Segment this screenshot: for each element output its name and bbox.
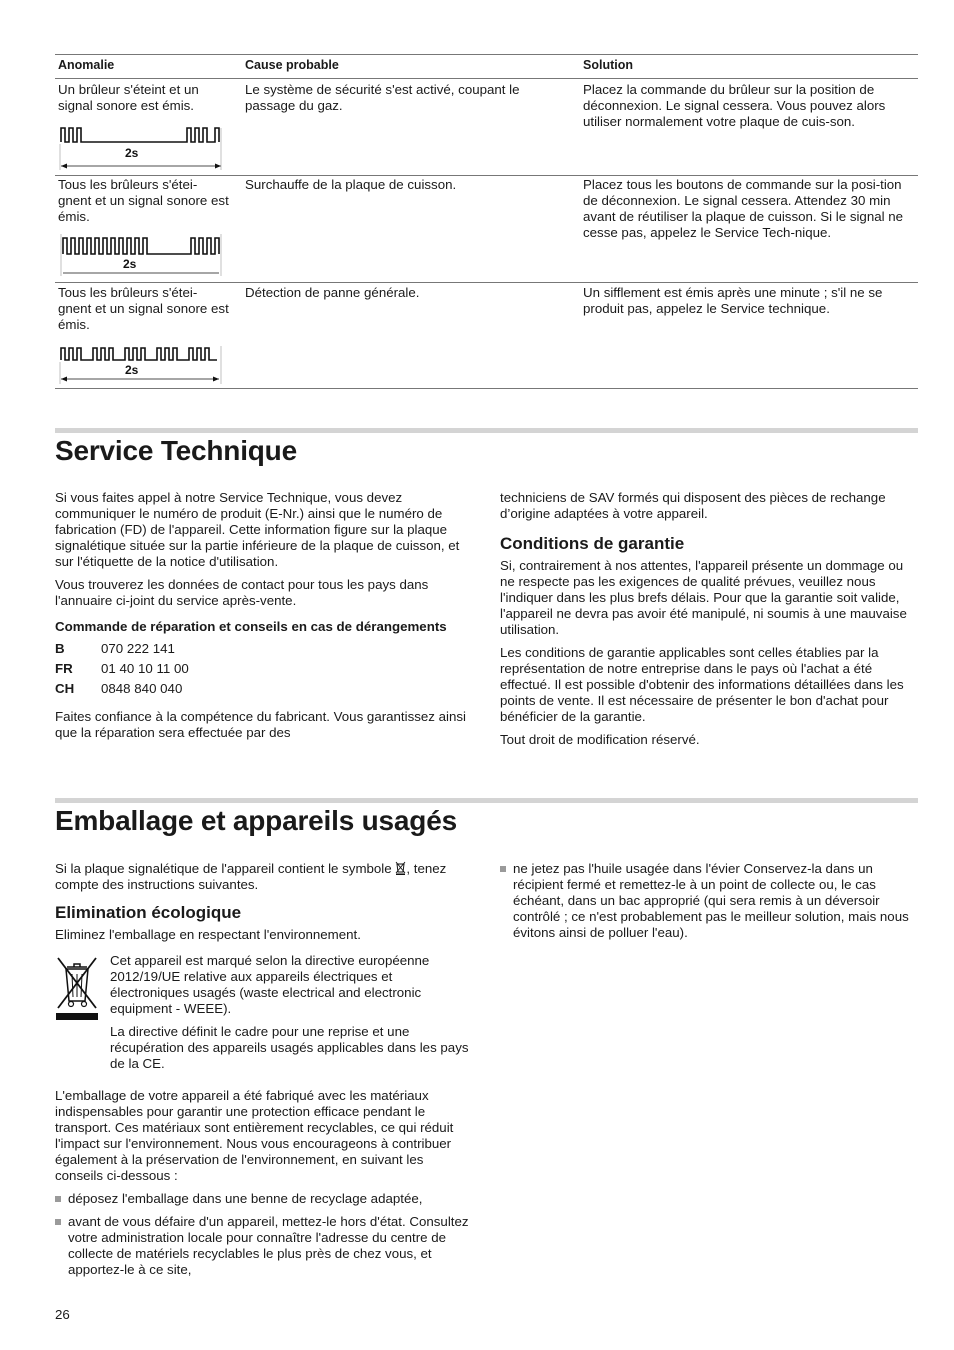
material-paragraph: L'emballage de votre appareil a été fabriqué avec les matériaux indispensables pour garantir une protection efficace pendant le transport. Ces matériaux sont entièrement recyclables, ce qui réduit l'impact sur l'environnement. Nous vous encourageons à contribuer également à la préservation de l'environnement, en suivant les conseils ci-dessous :: [55, 1088, 454, 1183]
service-left-column: [55, 490, 470, 748]
phone-country-code: FR: [55, 661, 73, 676]
table-row-2-solution: Placez tous les boutons de commande sur la posi-tion de déconnexion. Le signal cessera. Attendez 30 min avant de réutiliser la plaque de cuisson. Si le signal ne cesse pas, appelez le Service Tech-nique.: [583, 177, 904, 240]
phone-number: 01 40 10 11 00: [101, 661, 189, 676]
page-number: 26: [55, 1307, 70, 1322]
service-title: Service Technique: [55, 435, 297, 466]
table-header-rule: [55, 78, 918, 79]
signal-diagram-2: [59, 232, 229, 278]
table-row-3-anomaly: Tous les brûleurs s'étei-gnent et un signal sonore est émis.: [58, 285, 229, 332]
packaging-intro-end: , tenez compte des instructions suivantes.: [55, 861, 447, 892]
table-row-1-cause: Le système de sécurité s'est activé, coupant le passage du gaz.: [245, 82, 520, 113]
packaging-left-column: [55, 861, 473, 1285]
warranty-paragraph-2: Les conditions de garantie applicables sont celles établies par la représentation de notre entreprise dans le pays où l'achat a été effectué. Il est possible d'obtenir des informations détaillées dans les points de vente. Il est nécessaire de présenter le bon d'achat pour bénéficier de la garantie.: [500, 645, 904, 724]
phone-row-fr: [55, 659, 470, 679]
section-divider-service: [55, 428, 918, 433]
service-right-column: [500, 490, 918, 755]
service-paragraph-3-continued: techniciens de SAV formés qui disposent des pièces de rechange d’origine adaptées à votre appareil.: [500, 490, 886, 521]
signal-diagram-1: [59, 124, 229, 172]
packaging-intro: [55, 861, 473, 893]
signal-diagram-3: [59, 342, 229, 386]
list-item: [500, 861, 918, 941]
table-header-anomaly: Anomalie: [58, 58, 115, 72]
table-row-2-anomaly: Tous les brûleurs s'étei-gnent et un signal sonore est émis.: [58, 177, 229, 224]
list-item: [55, 1191, 473, 1207]
table-header-cause: Cause probable: [245, 58, 339, 72]
service-paragraph-1: Si vous faites appel à notre Service Technique, vous devez communiquer le numéro de produit (E-Nr.) ainsi que le numéro de fabrication (FD) de l'appareil. Cette information figure sur la plaque signalétique située sur la partie inférieure de la plaque de cuisson, et sur l'étiquette de la notice d'utilisation.: [55, 490, 460, 569]
bullet-square-icon: [55, 1219, 61, 1225]
table-row-3-cause: Détection de panne générale.: [245, 285, 420, 300]
weee-paragraph-1: Cet appareil est marqué selon la directive européenne 2012/19/UE relative aux appareils électriques et électroniques usagés (waste electrical and electronic equipment - WEEE).: [110, 953, 430, 1016]
weee-block: [55, 953, 473, 1072]
phone-number: 070 222 141: [101, 641, 175, 656]
list-item-text: ne jetez pas l'huile usagée dans l'évier Conservez-la dans un récipient fermé et remettez-le à un point de collecte ou, le cas échéant, dans un bac approprié (qui sera remis à un déversoir contrôlé ; ce n'est probablement pas le meilleur solution, mais nous évitons ainsi de polluer l'eau).: [513, 861, 909, 940]
table-bottom-rule: [55, 388, 918, 389]
phone-list: [55, 639, 470, 699]
eco-heading: Elimination écologique: [55, 903, 242, 922]
list-item: [55, 1214, 473, 1278]
service-paragraph-2: Vous trouverez les données de contact pour tous les pays dans l'annuaire ci-joint du service après-vente.: [55, 577, 429, 608]
phone-number: 0848 840 040: [101, 681, 183, 696]
warranty-paragraph-3: Tout droit de modification réservé.: [500, 732, 700, 747]
packaging-intro-text: Si la plaque signalétique de l'appareil contient le symbole: [55, 861, 392, 876]
table-top-rule: [55, 54, 918, 55]
table-row-rule-2: [55, 282, 918, 283]
table-row-1-solution: Placez la commande du brûleur sur la position de déconnexion. Le signal cessera. Vous pouvez alors utiliser normalement votre plaque de cuis-son.: [583, 82, 886, 129]
signal-label-1: 2s: [125, 146, 139, 160]
table-row-1-anomaly: Un brûleur s'éteint et un signal sonore est émis.: [58, 82, 199, 113]
table-header-solution: Solution: [583, 58, 633, 72]
list-item-text: avant de vous défaire d'un appareil, mettez-le hors d'état. Consultez votre administration locale pour connaître l'adresse du centre de collecte de matériels recyclables le plus près de chez vous, et apportez-le à ce site,: [68, 1214, 469, 1277]
service-paragraph-3: Faites confiance à la compétence du fabricant. Vous garantissez ainsi que la réparation sera effectuée par des: [55, 709, 466, 740]
list-item-text: déposez l'emballage dans une benne de recyclage adaptée,: [68, 1191, 423, 1206]
phone-country-code: CH: [55, 681, 75, 696]
repair-heading: Commande de réparation et conseils en cas de dérangements: [55, 619, 447, 634]
signal-label-3: 2s: [125, 363, 139, 377]
table-row-2-cause: Surchauffe de la plaque de cuisson.: [245, 177, 457, 192]
weee-crossed-bin-icon: [55, 955, 99, 1021]
warranty-heading: Conditions de garantie: [500, 534, 685, 553]
table-row-rule-1: [55, 175, 918, 176]
packaging-right-column: [500, 861, 918, 948]
table-row-3-solution: Un sifflement est émis après une minute ; s'il ne se produit pas, appelez le Service technique.: [583, 285, 883, 316]
weee-paragraph-2: La directive définit le cadre pour une reprise et une récupération des appareils usagés applicables dans les pays de la CE.: [110, 1024, 469, 1071]
signal-label-2: 2s: [123, 257, 137, 271]
phone-row-ch: [55, 679, 470, 699]
section-divider-packaging: [55, 798, 918, 803]
warranty-paragraph-1: Si, contrairement à nos attentes, l'appareil présente un dommage ou ne respecte pas les exigences de qualité prévues, veuillez nous l'indiquer dans les plus brefs délais. Pour que la garantie soit valide, l'appareil ne devra pas avoir été manipulé, ni soumis à une mauvaise utilisation.: [500, 558, 907, 637]
weee-bin-small-icon: [395, 861, 406, 875]
phone-row-b: [55, 639, 470, 659]
phone-country-code: B: [55, 641, 65, 656]
bullet-square-icon: [500, 866, 506, 872]
eco-paragraph-1: Eliminez l'emballage en respectant l'environnement.: [55, 927, 361, 942]
bullet-square-icon: [55, 1196, 61, 1202]
packaging-title: Emballage et appareils usagés: [55, 805, 457, 836]
